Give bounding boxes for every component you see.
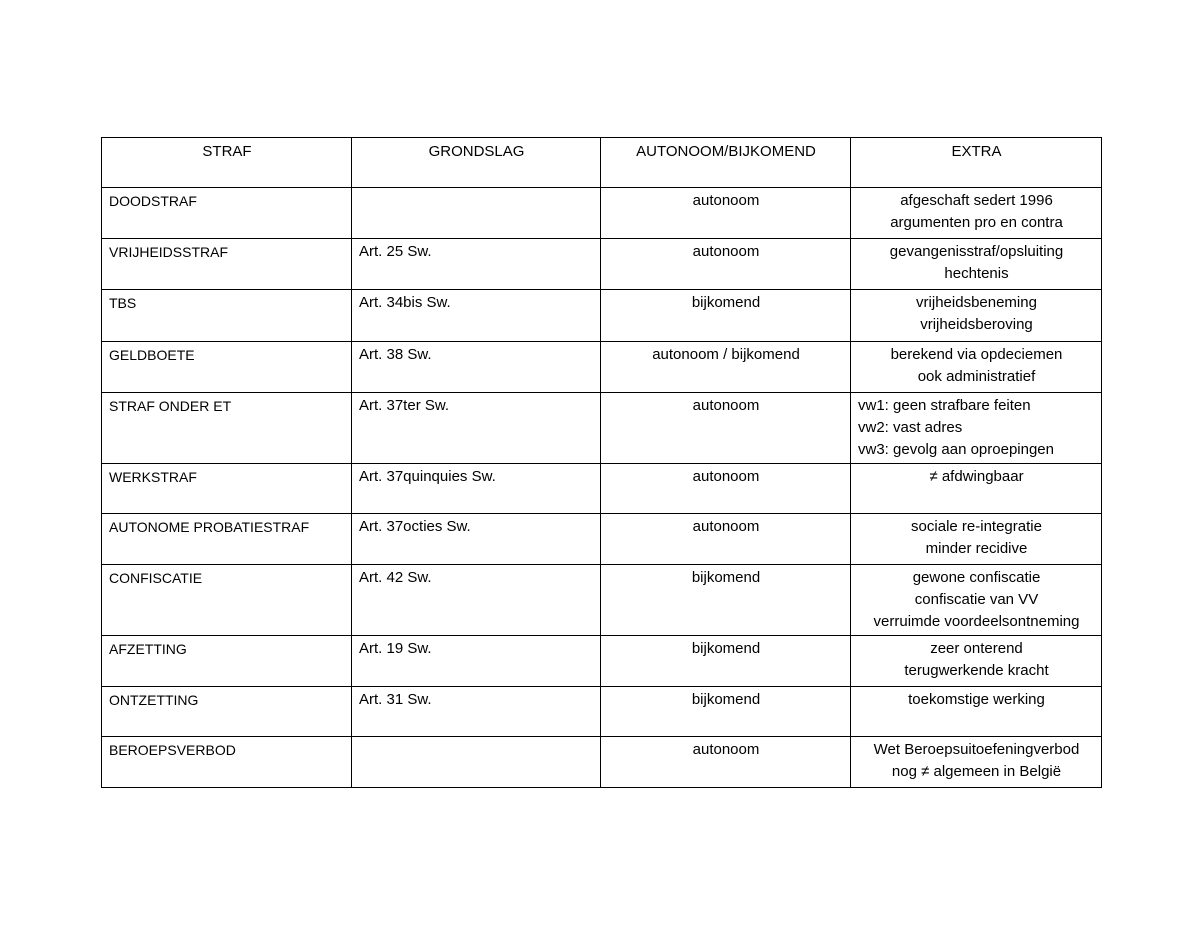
- cell-autonoom-bijkomend: autonoom: [601, 239, 851, 290]
- cell-autonoom-bijkomend: bijkomend: [601, 290, 851, 342]
- cell-extra: [851, 737, 1102, 788]
- table-row: [102, 636, 1102, 687]
- cell-extra: [851, 290, 1102, 342]
- cell-grondslag: [352, 188, 601, 239]
- cell-straf: STRAF ONDER ET: [102, 393, 352, 464]
- cell-grondslag: Art. 42 Sw.: [352, 565, 601, 636]
- extra-line: vrijheidsberoving: [920, 316, 1033, 333]
- table-row: [102, 737, 1102, 788]
- table-header-row: [102, 138, 1102, 188]
- cell-grondslag: Art. 34bis Sw.: [352, 290, 601, 342]
- cell-extra: [851, 342, 1102, 393]
- cell-extra: [851, 636, 1102, 687]
- extra-line: zeer onterend: [930, 640, 1023, 657]
- cell-grondslag: [352, 737, 601, 788]
- cell-grondslag: Art. 38 Sw.: [352, 342, 601, 393]
- extra-line: vw3: gevolg aan oproepingen: [858, 441, 1054, 458]
- cell-autonoom-bijkomend: autonoom: [601, 464, 851, 514]
- cell-straf: WERKSTRAF: [102, 464, 352, 514]
- extra-line: ook administratief: [917, 368, 1036, 385]
- header-autonoom-bijkomend: AUTONOOM/BIJKOMEND: [601, 138, 851, 188]
- cell-autonoom-bijkomend: bijkomend: [601, 636, 851, 687]
- header-straf: STRAF: [102, 138, 352, 188]
- table-row: [102, 464, 1102, 514]
- extra-line: hechtenis: [944, 265, 1009, 282]
- cell-autonoom-bijkomend: bijkomend: [601, 565, 851, 636]
- cell-grondslag: Art. 25 Sw.: [352, 239, 601, 290]
- table-row: [102, 514, 1102, 565]
- cell-straf: VRIJHEIDSSTRAF: [102, 239, 352, 290]
- extra-line: vrijheidsbeneming: [916, 294, 1037, 311]
- cell-extra: [851, 687, 1102, 737]
- extra-line: gevangenisstraf/opsluiting: [889, 243, 1064, 260]
- cell-autonoom-bijkomend: autonoom / bijkomend: [601, 342, 851, 393]
- extra-line: vw1: geen strafbare feiten: [858, 397, 1031, 414]
- cell-extra: [851, 514, 1102, 565]
- extra-line: sociale re-integratie: [911, 518, 1042, 535]
- extra-line: terugwerkende kracht: [904, 662, 1049, 679]
- cell-straf: TBS: [102, 290, 352, 342]
- straf-table: [101, 137, 1102, 788]
- header-grondslag: GRONDSLAG: [352, 138, 601, 188]
- cell-straf: AUTONOME PROBATIESTRAF: [102, 514, 352, 565]
- cell-extra: [851, 188, 1102, 239]
- extra-line: vw2: vast adres: [858, 419, 963, 436]
- cell-straf: ONTZETTING: [102, 687, 352, 737]
- table-row: [102, 342, 1102, 393]
- extra-line: nog ≠ algemeen in België: [891, 763, 1062, 780]
- extra-line: argumenten pro en contra: [890, 214, 1063, 231]
- extra-line: gewone confiscatie: [912, 569, 1041, 586]
- cell-autonoom-bijkomend: autonoom: [601, 514, 851, 565]
- table-row: [102, 239, 1102, 290]
- cell-grondslag: Art. 37quinquies Sw.: [352, 464, 601, 514]
- cell-autonoom-bijkomend: bijkomend: [601, 687, 851, 737]
- header-extra: EXTRA: [851, 138, 1102, 188]
- cell-extra: [851, 464, 1102, 514]
- extra-line: Wet Beroepsuitoefeningverbod: [873, 741, 1080, 758]
- cell-grondslag: Art. 31 Sw.: [352, 687, 601, 737]
- table-row: [102, 565, 1102, 636]
- cell-straf: AFZETTING: [102, 636, 352, 687]
- cell-autonoom-bijkomend: autonoom: [601, 737, 851, 788]
- extra-line: berekend via opdeciemen: [890, 346, 1063, 363]
- cell-extra: [851, 565, 1102, 636]
- extra-line: confiscatie van VV: [914, 591, 1039, 608]
- cell-autonoom-bijkomend: autonoom: [601, 393, 851, 464]
- cell-grondslag: Art. 37ter Sw.: [352, 393, 601, 464]
- extra-line: toekomstige werking: [908, 691, 1045, 708]
- cell-extra: [851, 239, 1102, 290]
- extra-line: afgeschaft sedert 1996: [900, 192, 1053, 209]
- cell-straf: GELDBOETE: [102, 342, 352, 393]
- cell-grondslag: Art. 19 Sw.: [352, 636, 601, 687]
- cell-autonoom-bijkomend: autonoom: [601, 188, 851, 239]
- table-row: [102, 687, 1102, 737]
- extra-line: ≠ afdwingbaar: [929, 468, 1024, 485]
- extra-line: minder recidive: [925, 540, 1028, 557]
- cell-grondslag: Art. 37octies Sw.: [352, 514, 601, 565]
- extra-line: verruimde voordeelsontneming: [873, 613, 1080, 630]
- cell-straf: DOODSTRAF: [102, 188, 352, 239]
- table-row: [102, 393, 1102, 464]
- table-row: [102, 290, 1102, 342]
- cell-extra: [851, 393, 1102, 464]
- cell-straf: BEROEPSVERBOD: [102, 737, 352, 788]
- cell-straf: CONFISCATIE: [102, 565, 352, 636]
- table-row: [102, 188, 1102, 239]
